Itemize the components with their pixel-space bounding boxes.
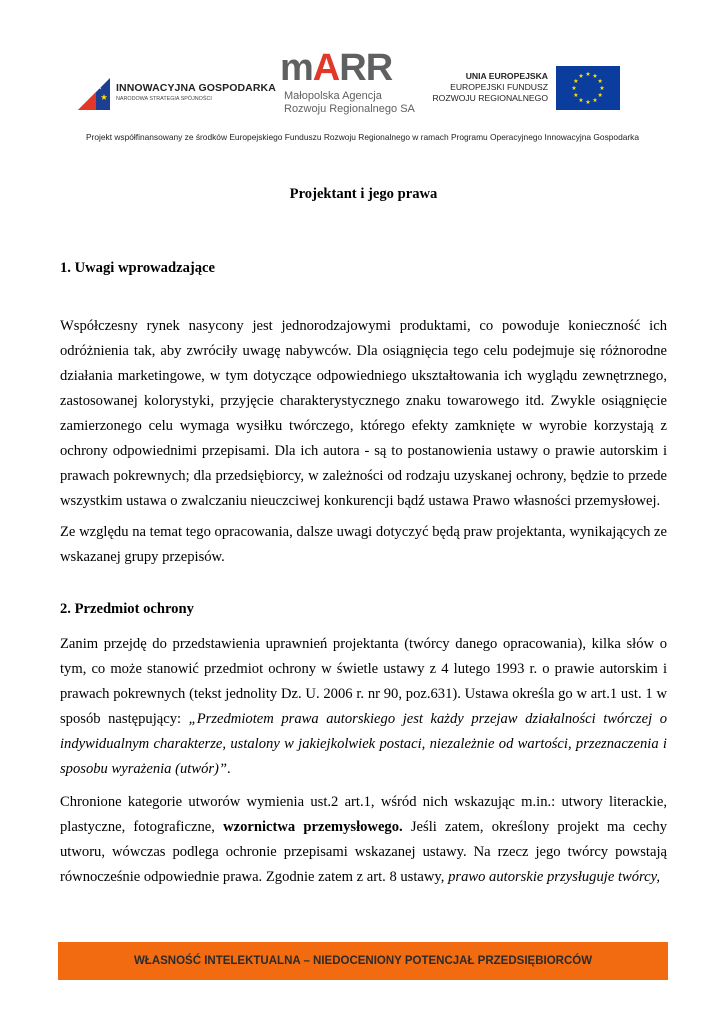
section-1-paragraph-2: Ze względu na temat tego opracowania, dalsze uwagi dotyczyć będą praw projektanta, wynikających ze wskazanej grupy przepisów. (60, 524, 667, 565)
eu-logo-text (432, 71, 548, 104)
document-body (60, 182, 667, 890)
innowacyjna-gospodarka-subtitle: NARODOWA STRATEGIA SPÓJNOŚCI (116, 96, 212, 102)
header-logos (0, 0, 725, 130)
section-2-p1-text: Zanim przejdę do przedstawienia uprawnień projektanta (twórcy danego opracowania), kilka słów o tym, co może stanowić przedmiot ochrony w świetle ustawy z 4 lutego 1993 r. o prawie autorskim i prawach pokrewnych (tekst jednolity Dz. U. 2006 r. nr 90, poz.631). Ustawa określa go w art.1 ust. 1 w sposób następujący: (60, 636, 667, 727)
marr-name-line2: Rozwoju Regionalnego SA (284, 103, 415, 115)
innowacyjna-gospodarka-emblem-icon (76, 74, 112, 112)
section-2-p1-end: . (227, 761, 231, 777)
innowacyjna-gospodarka-logo (76, 74, 286, 114)
footer-banner (58, 942, 668, 980)
section-2-p2-a: Chronione kategorie utworów wymienia ust.2 art.1, wśród nich wskazując m.in.: utwory literackie, plastyczne, fotograficzne, (60, 794, 667, 835)
section-2-p2-b: Jeśli zatem, określony projekt ma cechy utworu, wówczas podlega ochronie przepisami wskazanej ustawy. Na rzecz jego twórcy powstają równocześnie odpowiednie prawa. Zgodnie zatem z art. 8 ustawy, (60, 819, 668, 885)
section-1-heading: 1. Uwagi wprowadzające (60, 260, 215, 276)
eu-logo (430, 66, 630, 114)
eu-line3: ROZWOJU REGIONALNEGO (432, 93, 548, 103)
document-title: Projektant i jego prawa (289, 186, 438, 202)
eu-line2: EUROPEJSKI FUNDUSZ (450, 82, 548, 92)
section-2-heading: 2. Przedmiot ochrony (60, 601, 194, 617)
section-2-p1-quote: „Przedmiotem prawa autorskiego jest każdy przejaw działalności twórczej o indywidualnym charakterze, ustalony w jakiejkolwiek postaci, niezależnie od wartości, przeznaczenia i sposobu wyrażenia (utwór)” (60, 711, 667, 777)
eu-line1: UNIA EUROPEJSKA (465, 71, 548, 81)
section-2-paragraph-2 (60, 790, 667, 890)
eu-flag-icon (556, 66, 620, 110)
project-cofinancing-line: Projekt współfinansowany ze środków Europejskiego Funduszu Rozwoju Regionalnego w ramach Programu Operacyjnego Innowacyjna Gospodarka (85, 132, 640, 142)
section-2-p2-italic: prawo autorskie przysługuje twórcy, (448, 869, 660, 885)
section-2-paragraph-1 (60, 632, 667, 782)
marr-logo (280, 47, 415, 118)
footer-text: WŁASNOŚĆ INTELEKTUALNA – NIEDOCENIONY POTENCJAŁ PRZEDSIĘBIORCÓW (133, 955, 593, 967)
marr-wordmark: mARR (280, 47, 393, 89)
section-2-p2-bold: wzornictwa przemysłowego. (223, 819, 403, 835)
marr-name-line1: Małopolska Agencja (284, 90, 382, 102)
innowacyjna-gospodarka-title: INNOWACYJNA GOSPODARKA (116, 82, 276, 94)
section-1-paragraph-1: Współczesny rynek nasycony jest jednorodzajowymi produktami, co powoduje konieczność ich odróżnienia tak, aby zwróciły uwagę nabywców. Dla osiągnięcia tego celu podejmuje się różnorodne działania marketingowe, w tym dotyczące odpowiedniego ukształtowania ich wyglądu zewnętrznego, zastosowanej kolorystyki, przyjęcie charakterystycznego znaku towarowego itd. Zwykle osiągnięcie zamierzonego celu wymaga wysiłku twórczego, którego efekty zamknięte w wyrobie korzystają z ochrony odpowiednimi przepisami. Dla ich autora - są to postanowienia ustawy o prawie autorskim i prawach pokrewnych; dla przedsiębiorcy, w zależności od rodzaju uzyskanej ochrony, będzie to przede wszystkim ustawa o zwalczaniu nieuczciwej konkurencji bądź ustawa Prawo własności przemysłowej. (60, 318, 667, 509)
